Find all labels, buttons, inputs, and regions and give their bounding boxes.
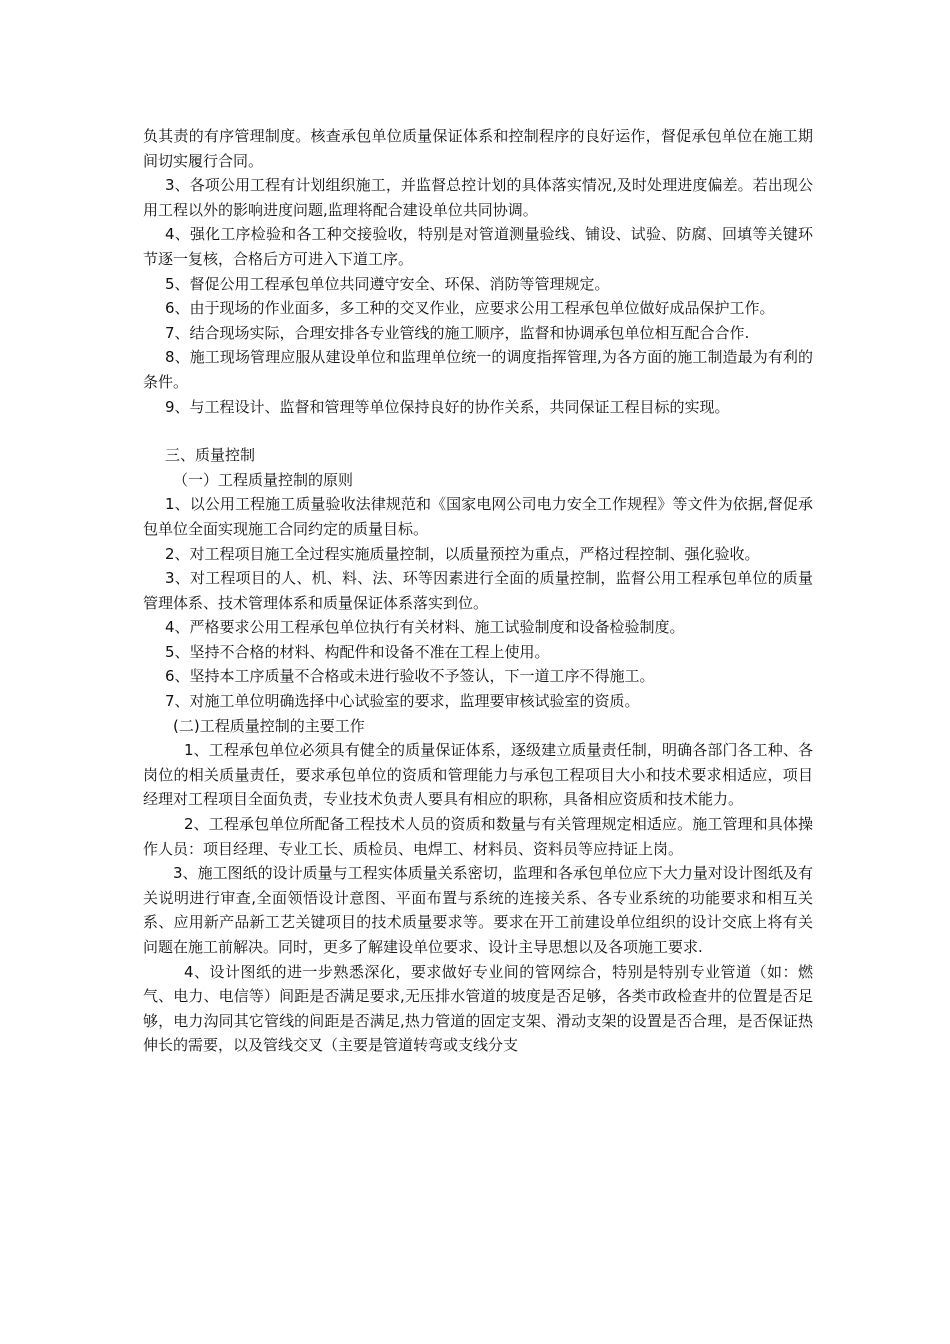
principle-item-1: 1、以公用工程施工质量验收法律规范和《国家电网公司电力安全工作规程》等文件为依据,督促承包单位全面实现施工合同约定的质量目标。: [143, 495, 813, 538]
paragraph-continued: 负其责的有序管理制度。核查承包单位质量保证体系和控制程序的良好运作，督促承包单位在施工期间切实履行合同。: [143, 127, 813, 170]
principle-item-3: 3、对工程项目的人、机、料、法、环等因素进行全面的质量控制，监督公用工程承包单位的质量管理体系、技术管理体系和质量保证体系落实到位。: [143, 569, 813, 612]
work-item-2: 2、工程承包单位所配备工程技术人员的资质和数量与有关管理规定相适应。施工管理和具体操作人员：项目经理、专业工长、质检员、电焊工、材料员、资料员等应持证上岗。: [143, 815, 813, 858]
work-item-3: 3、施工图纸的设计质量与工程实体质量关系密切，监理和各承包单位应下大力量对设计图纸及有关说明进行审查,全面领悟设计意图、平面布置与系统的连接关系、各专业系统的功能要求和相互关系、应用新产品新工艺关键项目的技术质量要求等。要求在开工前建设单位组织的设计交底上将有关问题在施工前解决。同时，更多了解建设单位要求、设计主导思想以及各项施工要求.: [143, 864, 813, 956]
document-page: [143, 124, 813, 1058]
section-heading: 三、质量控制: [165, 446, 256, 465]
paragraph-item-9: 9、与工程设计、监督和管理等单位保持良好的协作关系，共同保证工程目标的实现。: [165, 397, 730, 416]
subsection-heading-principles: （一）工程质量控制的原则: [173, 470, 354, 489]
work-item-4: 4、设计图纸的进一步熟悉深化，要求做好专业间的管网综合，特别是特别专业管道（如：燃气、电力、电信等）间距是否满足要求,无压排水管道的坡度是否足够，各类市政检查井的位置是否足够，电力沟同其它管线的间距是否满足,热力管道的固定支架、滑动支架的设置是否合理，是否保证热伸长的需要，以及管线交叉（主要是管道转弯或支线分支: [143, 962, 813, 1055]
principle-item-7: 7、对施工单位明确选择中心试验室的要求，监理要审核试验室的资质。: [165, 692, 640, 711]
paragraph-item-8: 8、施工现场管理应服从建设单位和监理单位统一的调度指挥管理,为各方面的施工制造最为有利的条件。: [143, 348, 813, 391]
principle-item-2: 2、对工程项目施工全过程实施质量控制，以质量预控为重点，严格过程控制、强化验收。: [165, 544, 760, 563]
subsection-heading-main-work: (二)工程质量控制的主要工作: [173, 716, 365, 735]
paragraph-item-7: 7、结合现场实际，合理安排各专业管线的施工顺序，监督和协调承包单位相互配合合作.: [165, 323, 750, 342]
principle-item-6: 6、坚持本工序质量不合格或未进行验收不予签认，下一道工序不得施工。: [165, 667, 655, 686]
paragraph-item-3: 3、各项公用工程有计划组织施工，并监督总控计划的具体落实情况,及时处理进度偏差。若出现公用工程以外的影响进度问题,监理将配合建设单位共同协调。: [143, 176, 813, 219]
paragraph-item-4: 4、强化工序检验和各工种交接验收，特别是对管道测量验线、铺设、试验、防腐、回填等关键环节逐一复核，合格后方可进入下道工序。: [143, 225, 813, 268]
paragraph-item-6: 6、由于现场的作业面多，多工种的交叉作业，应要求公用工程承包单位做好成品保护工作。: [165, 299, 775, 318]
principle-item-5: 5、坚持不合格的材料、构配件和设备不准在工程上使用。: [165, 642, 550, 661]
principle-item-4: 4、严格要求公用工程承包单位执行有关材料、施工试验制度和设备检验制度。: [165, 618, 685, 637]
blank-line: [143, 419, 813, 443]
work-item-1: 1、工程承包单位必须具有健全的质量保证体系，逐级建立质量责任制，明确各部门各工种、各岗位的相关质量责任，要求承包单位的资质和管理能力与承包工程项目大小和技术要求相适应，项目经理对工程项目全面负责，专业技术负责人要具有相应的职称，具备相应资质和技术能力。: [143, 741, 813, 809]
paragraph-item-5: 5、督促公用工程承包单位共同遵守安全、环保、消防等管理规定。: [165, 274, 610, 293]
